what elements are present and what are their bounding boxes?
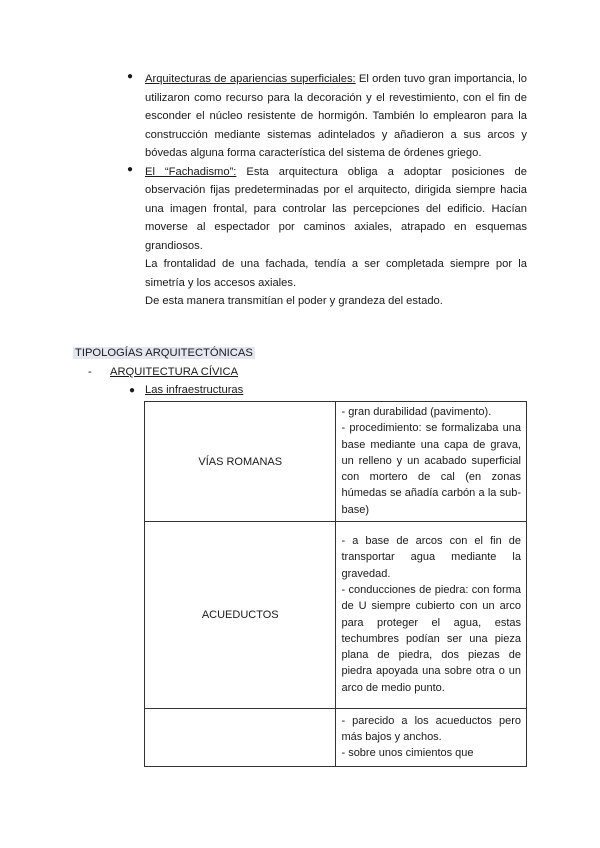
bullet-dot-icon: ● xyxy=(127,163,134,175)
dash-marker: - xyxy=(88,366,92,378)
bullet-text: Esta arquitectura obliga a adoptar posiciones de observación fijas predeterminadas por el arquitecto, dirigida siempre hacia una imagen frontal, para controlar las percepciones del edificio. Hacían moverse al espectador por caminos axiales, atrapado en esquemas grandiosos. xyxy=(145,165,527,252)
bullet-extra-paragraph: La frontalidad de una fachada, tendía a ser completada siempre por la simetría y los accesos axiales. xyxy=(145,258,527,289)
section-title: TIPOLOGÍAS ARQUITECTÓNICAS xyxy=(75,347,253,359)
subsection-label: ARQUITECTURA CÍVICA xyxy=(110,366,239,378)
cell-line: - gran durabilidad (pavimento). xyxy=(341,406,492,418)
cell-line: - procedimiento: se formalizaba una base mediante una capa de grava, un relleno y un acabado superficial con mortero de cal (en zonas húmedas se añadía carbón a la sub-base) xyxy=(341,422,521,516)
table-cell-description xyxy=(336,402,527,522)
bullet-item-fachadismo xyxy=(127,163,527,311)
table-cell-name: VÍAS ROMANAS xyxy=(145,402,336,522)
infrastructure-table xyxy=(144,401,527,767)
bullet-list xyxy=(127,70,527,311)
subsection-heading xyxy=(88,366,238,378)
subsubsection-heading xyxy=(129,384,243,396)
bullet-item-apariencias xyxy=(127,70,527,163)
bullet-dot-icon: ● xyxy=(129,385,136,396)
cell-line: - sobre unos cimientos que xyxy=(341,747,474,760)
table-cell-description xyxy=(336,522,527,709)
table-row xyxy=(145,402,527,522)
cell-line: - conducciones de piedra: con forma de U siempre cubierto con un arco para proteger el agua, estas techumbres podían ser una pieza plana de piedra, dos piezas de piedra apoyada una sobre otra o un arco de medio punto. xyxy=(341,583,521,694)
bullet-dot-icon: ● xyxy=(127,71,134,82)
table-row xyxy=(145,522,527,709)
bullet-paragraph xyxy=(145,70,527,163)
table-cell-description xyxy=(336,709,527,767)
bullet-term: El “Fachadismo”: xyxy=(145,165,237,178)
bullet-term: Arquitecturas de apariencias superficiales: xyxy=(145,73,356,85)
cell-line: - a base de arcos con el fin de transportar agua mediante la gravedad. xyxy=(341,535,521,580)
bullet-text: El orden tuvo gran importancia, lo utilizaron como recurso para la decoración y el revestimiento, con el fin de esconder el núcleo resistente de hormigón. También lo emplearon para la construcción mediante sistemas adintelados y añadieron a sus arcos y bóvedas alguna forma característica del sistema de órdenes griego. xyxy=(145,73,527,159)
table-cell-name xyxy=(145,709,336,767)
bullet-extra-paragraph: De esta manera transmitían el poder y grandeza del estado. xyxy=(145,295,443,307)
bullet-paragraph xyxy=(145,163,527,256)
cell-line: - parecido a los acueductos pero más bajos y anchos. xyxy=(341,714,521,743)
table-cell-name: ACUEDUCTOS xyxy=(145,522,336,709)
subsubsection-label: Las infraestructuras xyxy=(145,384,244,396)
table-row xyxy=(145,709,527,767)
